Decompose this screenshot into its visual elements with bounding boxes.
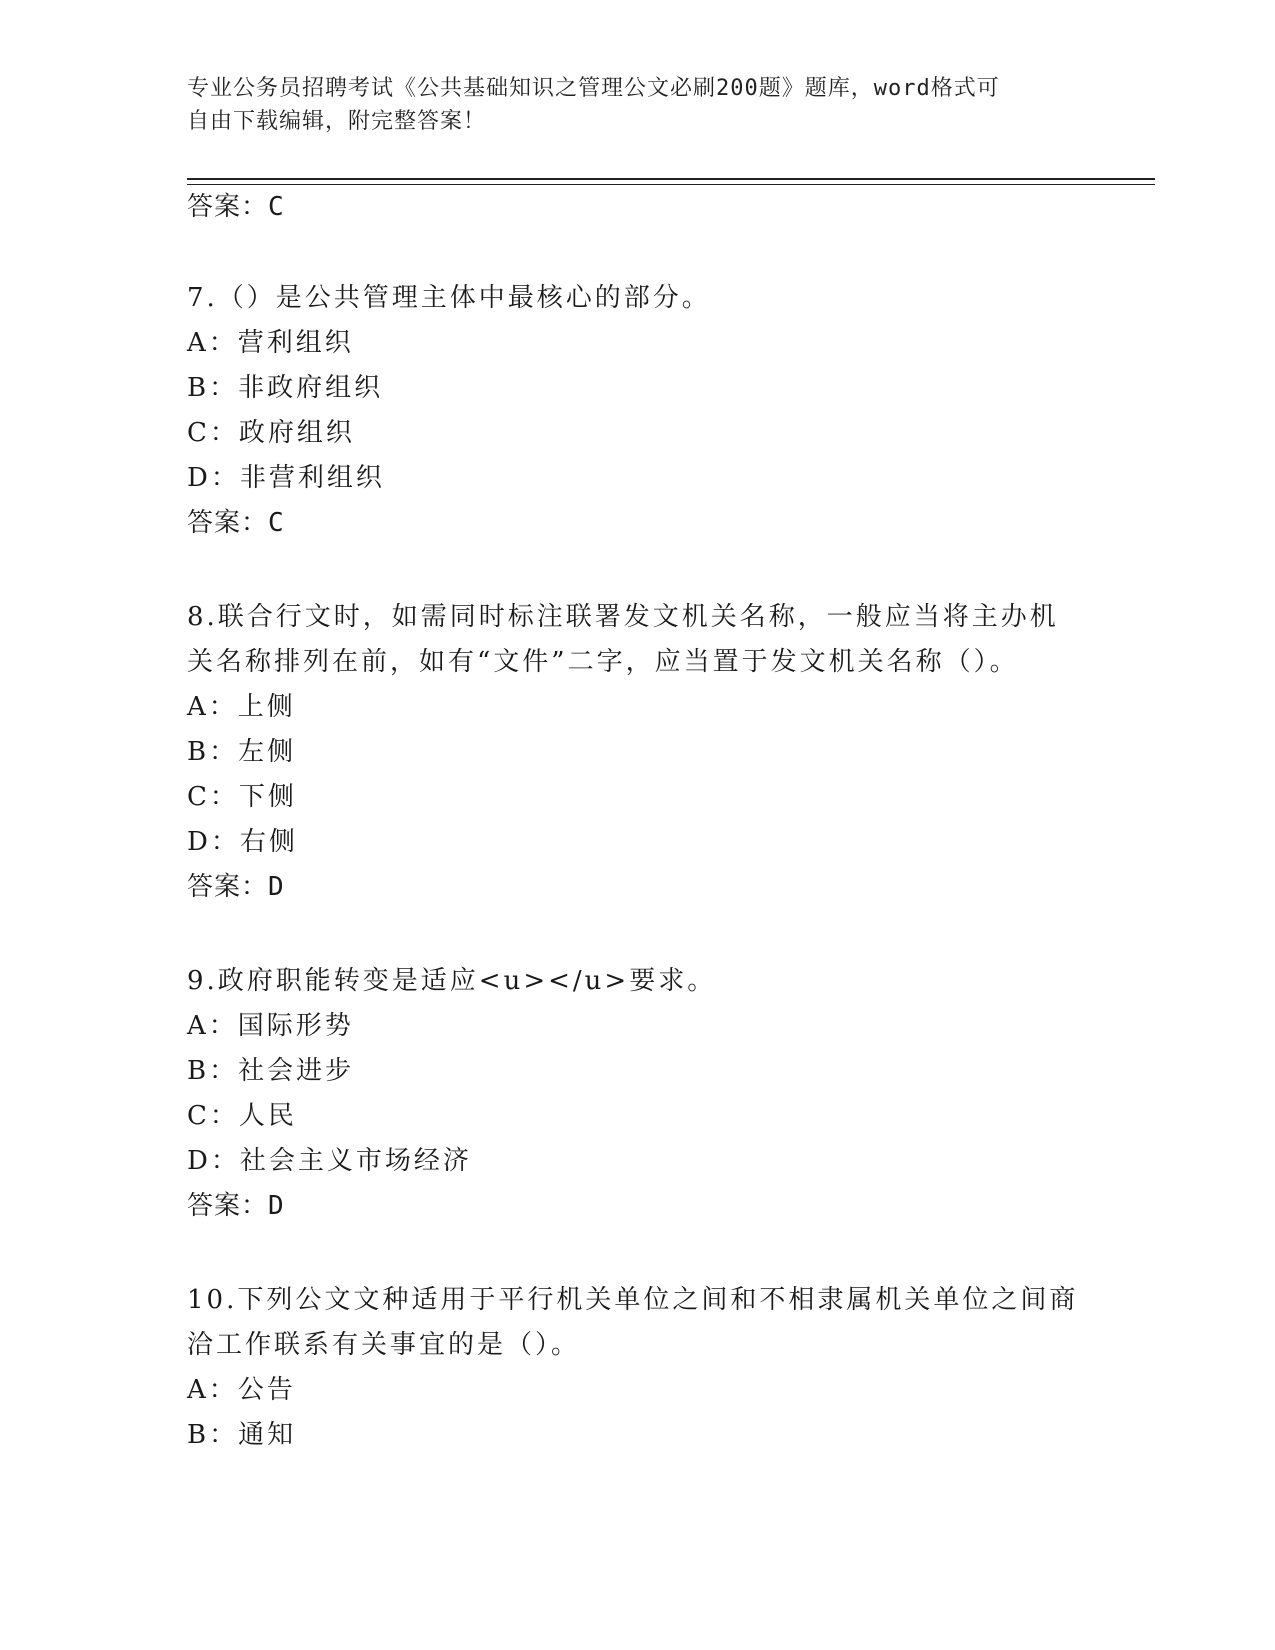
answer-line xyxy=(187,1193,285,1219)
option-b: B：左侧 xyxy=(187,737,297,767)
option-d: D：非营利组织 xyxy=(187,463,385,493)
answer-line xyxy=(187,194,285,220)
answer-value: C xyxy=(268,192,285,222)
option-a: A：营利组织 xyxy=(187,328,354,358)
document-header xyxy=(187,72,1067,138)
answer-label: 答案： xyxy=(187,508,269,538)
question-text-cont: 洽工作联系有关事宜的是（）。 xyxy=(187,1330,581,1360)
question-text-cont: 关名称排列在前，如有“文件”二字，应当置于发文机关名称（）。 xyxy=(187,647,1019,677)
header-divider-thick xyxy=(187,178,1155,180)
option-b: B：非政府组织 xyxy=(187,373,384,403)
option-c: C：下侧 xyxy=(187,782,297,812)
answer-value: C xyxy=(268,508,285,538)
answer-line xyxy=(187,510,285,536)
option-b: B：社会进步 xyxy=(187,1056,355,1086)
option-d: D：右侧 xyxy=(187,827,298,857)
answer-label: 答案： xyxy=(187,192,269,222)
option-d: D：社会主义市场经济 xyxy=(187,1146,472,1176)
option-a: A：国际形势 xyxy=(187,1011,354,1041)
option-c: C：人民 xyxy=(187,1101,297,1131)
option-b: B：通知 xyxy=(187,1420,297,1450)
option-c: C：政府组织 xyxy=(187,418,355,448)
answer-line xyxy=(187,874,285,900)
answer-value: D xyxy=(268,872,285,902)
question-text: 7.（）是公共管理主体中最核心的部分。 xyxy=(187,283,711,313)
option-a: A：上侧 xyxy=(187,692,296,722)
header-line-1: 专业公务员招聘考试《公共基础知识之管理公文必刷200题》题库，word格式可 xyxy=(187,76,1000,101)
answer-value: D xyxy=(268,1191,285,1221)
answer-label: 答案： xyxy=(187,872,269,902)
option-a: A：公告 xyxy=(187,1375,296,1405)
question-text: 10.下列公文文种适用于平行机关单位之间和不相隶属机关单位之间商 xyxy=(187,1285,1079,1315)
header-divider-thin xyxy=(187,184,1155,185)
question-text: 9.政府职能转变是适应<u></u>要求。 xyxy=(187,966,717,996)
answer-label: 答案： xyxy=(187,1191,269,1221)
header-line-2: 自由下载编辑，附完整答案！ xyxy=(187,109,487,134)
question-text: 8.联合行文时，如需同时标注联署发文机关名称，一般应当将主办机 xyxy=(187,602,1059,632)
